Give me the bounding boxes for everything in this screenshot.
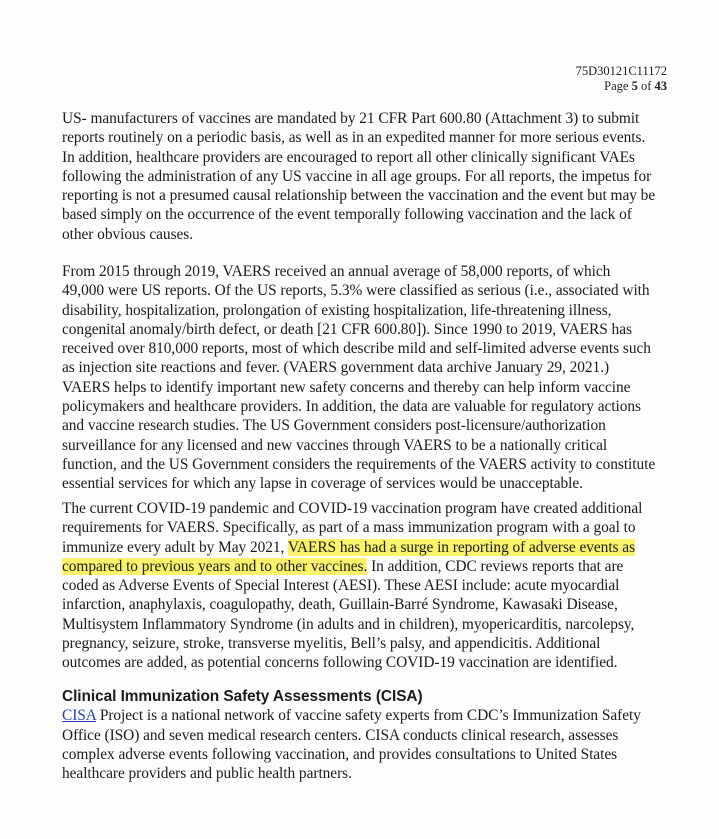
paragraph-manufacturer-reporting xyxy=(62,109,672,244)
text-line: function, and the US Government considers the requirements of the VAERS activity to constitute xyxy=(62,455,656,473)
text-line: other obvious causes. xyxy=(62,225,194,243)
cisa-link[interactable]: CISA xyxy=(62,707,97,725)
paragraph-covid-requirements xyxy=(62,499,672,673)
text-line: surveillance for any licensed and new vaccines through VAERS to be a nationally critical xyxy=(62,436,608,454)
text-line: congenital anomaly/birth defect, or death [21 CFR 600.80]). Since 1990 to 2019, VAERS has xyxy=(62,320,632,338)
text-line: healthcare providers and public health partners. xyxy=(62,765,352,783)
text-line: requirements for VAERS. Specifically, as part of a mass immunization program with a goal to xyxy=(62,519,636,537)
text-line: following the administration of any US vaccine in all age groups. For all reports, the impetus for xyxy=(62,167,652,185)
page-total: 43 xyxy=(654,79,667,93)
text-line: infarction, anaphylaxis, coagulopathy, death, Guillain-Barré Syndrome, Kawasaki Disease, xyxy=(62,596,618,614)
text-line: reporting is not a presumed causal relationship between the vaccination and the event but may be xyxy=(62,187,656,205)
text-line: policymakers and healthcare providers. In addition, the data are valuable for regulatory actions xyxy=(62,398,641,416)
section-cisa xyxy=(62,687,672,783)
text-line: Office (ISO) and seven medical research centers. CISA conducts clinical research, assesses xyxy=(62,726,619,744)
text-line: From 2015 through 2019, VAERS received an annual average of 58,000 reports, of which xyxy=(62,263,611,280)
page-header xyxy=(576,64,667,94)
text-line: pregnancy, seizure, stroke, transverse myelitis, Bell’s palsy, and appendicitis. Additional xyxy=(62,635,601,653)
page-current: 5 xyxy=(631,79,638,93)
text-line: reports routinely on a periodic basis, as well as in an expedited manner for more serious events. xyxy=(62,129,646,147)
text-line: coded as Adverse Events of Special Interest (AESI). These AESI include: acute myocardial xyxy=(62,577,620,595)
text-line: as injection site reactions and fever. (VAERS government data archive January 29, 2021.) xyxy=(62,359,610,377)
text-line: complex adverse events following vaccination, and provides consultations to United States xyxy=(62,745,618,763)
highlighted-text: VAERS has had a surge in reporting of adverse events as xyxy=(287,538,636,556)
page-number: Page 5 of 43 xyxy=(604,79,667,93)
text-line: US- manufacturers of vaccines are mandated by 21 CFR Part 600.80 (Attachment 3) to submit xyxy=(62,110,640,127)
text-line: 49,000 were US reports. Of the US reports, 5.3% were classified as serious (i.e., associated with xyxy=(62,282,650,300)
text-line: based simply on the occurrence of the event temporally following vaccination and the lack of xyxy=(62,206,632,224)
paragraph-vaers-statistics xyxy=(62,262,672,494)
section-heading: Clinical Immunization Safety Assessments (CISA) xyxy=(62,688,423,705)
highlighted-text: compared to previous years and to other vaccines. xyxy=(62,557,368,575)
text-line: essential services for which any lapse in coverage of services would be unacceptable. xyxy=(62,475,583,493)
text-line: received over 810,000 reports, most of which describe mild and self-limited adverse events such xyxy=(62,340,651,358)
text-line: The current COVID-19 pandemic and COVID-19 vaccination program have created additional xyxy=(62,500,643,517)
text-line: and vaccine research studies. The US Government considers post-licensure/authorization xyxy=(62,417,606,435)
text-line: immunize every adult by May 2021, VAERS has had a surge in reporting of adverse events as xyxy=(62,538,636,556)
document-id: 75D30121C11172 xyxy=(575,64,667,78)
text-line: outcomes are added, as potential concerns following COVID-19 vaccination are identified. xyxy=(62,654,618,672)
text-line: CISA Project is a national network of vaccine safety experts from CDC’s Immunization Safety xyxy=(62,707,641,725)
text-line: compared to previous years and to other vaccines. In addition, CDC reviews reports that are xyxy=(62,557,624,575)
text-line: disability, hospitalization, prolongation of existing hospitalization, life-threatening illness, xyxy=(62,301,612,319)
text-line: VAERS helps to identify important new safety concerns and thereby can help inform vaccine xyxy=(62,378,631,396)
text-line: In addition, healthcare providers are encouraged to report all other clinically significant VAEs xyxy=(62,148,635,166)
text-line: Multisystem Inflammatory Syndrome (in adults and in children), myopericarditis, narcolepsy, xyxy=(62,615,635,633)
